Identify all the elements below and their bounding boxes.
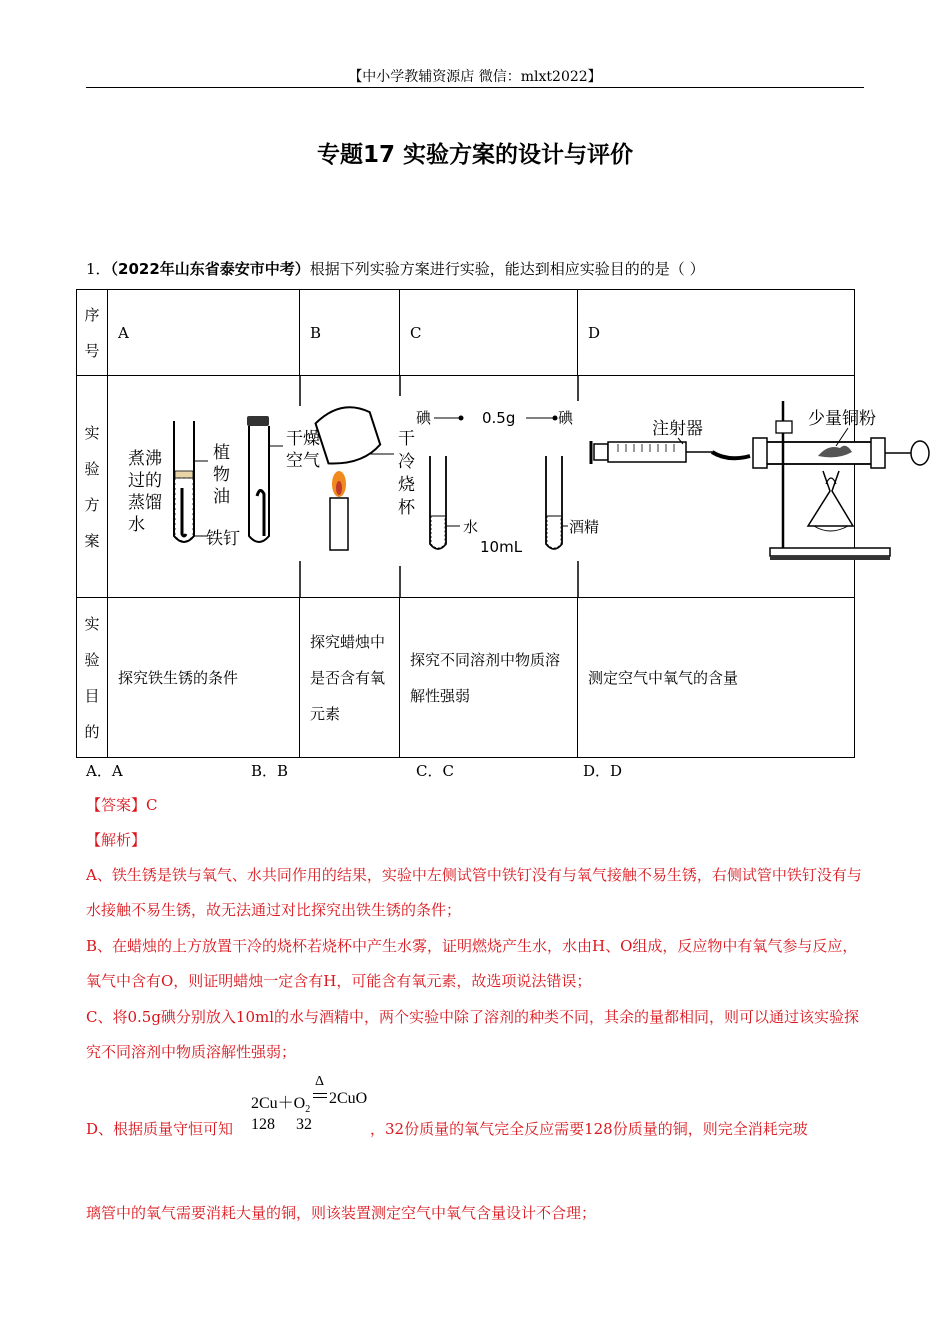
stopper [247, 416, 269, 426]
label-volume: 10mL [480, 538, 523, 556]
question-text: 根据下列实验方案进行实验，能达到相应实验目的的是（ ） [309, 260, 705, 278]
table-row-seq [77, 290, 855, 376]
row-header-seq-text: 序 号 [84, 305, 100, 360]
answer-line: 【答案】C [86, 796, 158, 814]
apparatus-figure [108, 376, 876, 597]
experiment-table [76, 289, 876, 758]
figure-c [416, 409, 599, 556]
analysis-d-prefix: D、根据质量守恒可知 [86, 1120, 234, 1138]
label-dry-air: 干燥空气 [286, 429, 320, 471]
analysis-d-line2: 璃管中的氧气需要消耗大量的铜，则该装置测定空气中氧气含量设计不合理； [86, 1204, 597, 1222]
label-nail: 铁钉 [206, 529, 240, 549]
tube-water-icon [430, 456, 446, 549]
analysis-a: A、铁生锈是铁与氧气、水共同作用的结果，实验中左侧试管中铁钉没有与氧气接触不易生锈，右侧试管中铁钉没有与水接触不易生锈，故无法通过对比探究出铁生锈的条件； [86, 866, 862, 919]
question-source: （2022年山东省泰安市中考） [110, 260, 310, 278]
test-tube-right-icon [249, 426, 269, 542]
figure-a [128, 416, 320, 549]
equation-delta: Δ [315, 1074, 325, 1089]
table-row-goal [77, 598, 855, 758]
question-number: 1． [86, 260, 111, 278]
equation-subscript: 2 [305, 1104, 311, 1116]
question-stem [86, 258, 705, 279]
alcohol-lamp-icon [808, 471, 853, 526]
choice-a[interactable]: A．A [86, 762, 123, 780]
analysis-d-line1: ，32份质量的氧气完全反应需要128份质量的铜，则完全消耗完玻 [370, 1120, 808, 1138]
analysis-b: B、在蜡烛的上方放置干冷的烧杯若烧杯中产生水雾，证明燃烧产生水，水由H、O组成，反应物中有氧气参与反应，氧气中含有O，则证明蜡烛一定含有H，可能含有氧元素，故选项说法错误； [86, 937, 858, 990]
label-mass: 0.5g [482, 409, 516, 427]
analysis-d-body [86, 1112, 864, 1231]
glass-tube-icon [763, 442, 873, 464]
page-header: 【中小学教辅资源店 微信：mlxt2022】 [348, 69, 602, 85]
plan-figures [108, 376, 876, 598]
label-oil: 植物油 [213, 443, 230, 507]
test-tube-left-icon [174, 421, 194, 542]
row-header-plan [77, 376, 108, 598]
equation-mass-cu: 128 [251, 1116, 275, 1133]
col-label-d: D [578, 290, 855, 376]
row-header-plan-text: 实 验 方 案 [84, 423, 100, 550]
equation-rhs: 2CuO [329, 1090, 368, 1107]
balloon-icon [911, 441, 929, 465]
figure-d [591, 401, 929, 560]
oil-layer [175, 471, 193, 478]
row-header-goal [77, 598, 108, 758]
equation-mass-o2: 32 [296, 1116, 312, 1133]
choice-b[interactable]: B．B [251, 762, 289, 780]
goal-d: 测定空气中氧气的含量 [578, 598, 855, 758]
goal-c: 探究不同溶剂中物质溶解性强弱 [400, 598, 578, 758]
row-header-seq [77, 290, 108, 376]
label-water: 水 [463, 518, 479, 536]
analysis-label: 【解析】 [86, 831, 147, 849]
label-syringe: 注射器 [652, 419, 703, 439]
base-plate [770, 548, 890, 556]
col-label-b: B [300, 290, 400, 376]
goal-a: 探究铁生锈的条件 [108, 598, 300, 758]
candle-icon [330, 498, 348, 550]
goal-b: 探究蜡烛中是否含有氧元素 [300, 598, 400, 758]
analysis-c: C、将0.5g碘分别放入10ml的水与酒精中，两个实验中除了溶剂的种类不同，其余的量都相同，则可以通过该实验探究不同溶剂中物质溶解性强弱； [86, 1008, 860, 1061]
col-label-c: C [400, 290, 578, 376]
header-rule [86, 87, 864, 88]
choice-d[interactable]: D．D [583, 762, 623, 780]
label-copper: 少量铜粉 [808, 409, 876, 429]
label-alcohol: 酒精 [569, 518, 600, 536]
equation-equals [313, 1093, 327, 1098]
label-boiled-water: 煮沸过的蒸馏水 [128, 449, 162, 535]
page-title: 专题17 实验方案的设计与评价 [316, 142, 633, 168]
tube-alcohol-icon [546, 456, 562, 549]
label-iodine-left: 碘 [416, 409, 432, 427]
table-row-plan [77, 376, 855, 598]
equation-lhs: $2Cu+O_2$ [251, 1095, 311, 1116]
beaker-icon [313, 400, 382, 469]
label-dry-cold-beaker: 干冷烧杯 [398, 429, 415, 518]
figure-b [313, 400, 416, 550]
row-header-goal-text: 实 验 目 的 [84, 614, 100, 741]
label-iodine-right: 碘 [558, 409, 574, 427]
col-label-a: A [108, 290, 300, 376]
choice-c[interactable]: C．C [416, 762, 454, 780]
